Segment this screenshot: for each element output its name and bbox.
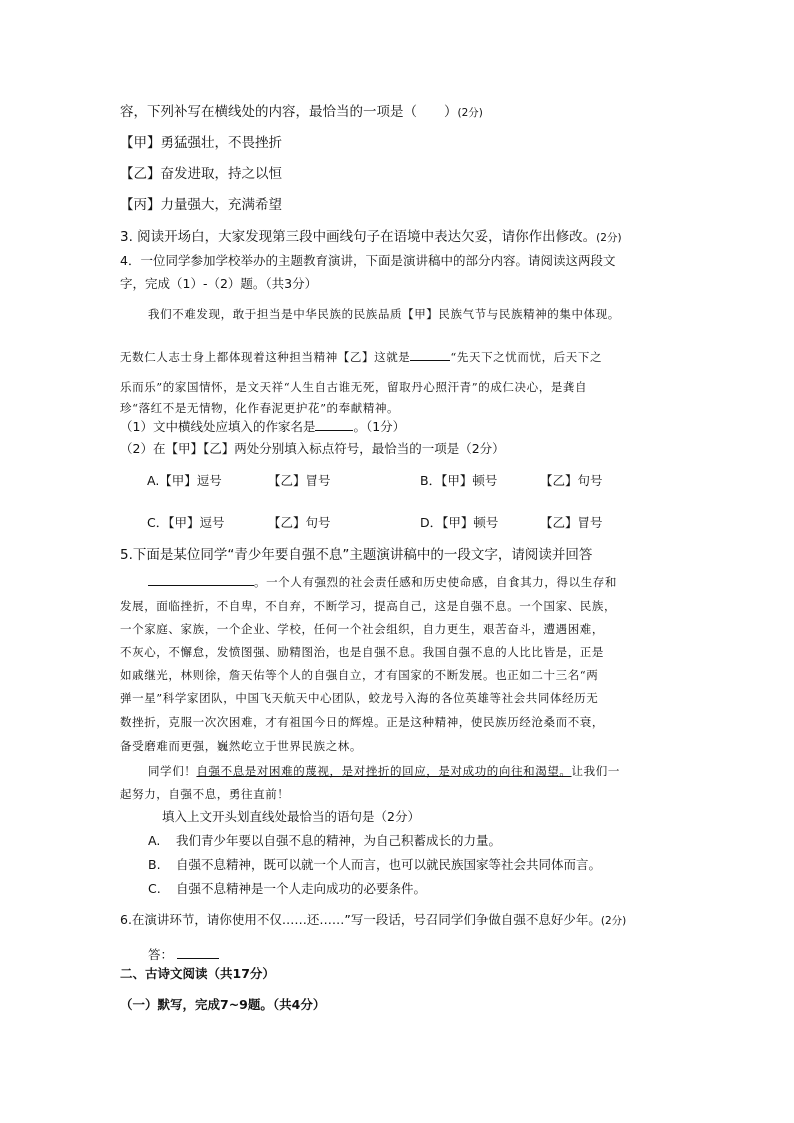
q4-option-b-2: 【乙】句号 (540, 473, 603, 488)
q5-passage-line7: 数挫折，克服一次次困难，才有祖国今日的辉煌。正是这种精神，使民族历经沧桑而不衰， (120, 715, 604, 729)
q6-answer (148, 945, 219, 964)
section2-subtitle: （一）默写，完成7~9题。（共4分） (120, 997, 326, 1012)
q4-option-d-2: 【乙】冒号 (540, 515, 603, 530)
q6 (120, 911, 626, 930)
section2-title: 二、古诗文阅读（共17分） (120, 966, 275, 981)
q5-p2-a: 同学们！ (148, 764, 197, 778)
q5-passage-line1 (148, 572, 617, 591)
q4-option-d-1: D．【甲】顿号 (420, 515, 499, 530)
q5-option-c-label: C. (148, 881, 161, 896)
q2-stem-text: 容，下列补写在横线处的内容，最恰当的一项是（ ） (120, 104, 458, 120)
q4-option-a-2: 【乙】冒号 (268, 473, 331, 488)
q4-sub1-b: 。（1分） (353, 419, 406, 434)
q4-sub1-blank[interactable] (315, 417, 353, 431)
q5-lead-blank[interactable] (148, 572, 254, 586)
q5-question: 填入上文开头划直线处最恰当的语句是（2分） (162, 809, 420, 824)
q4-passage-line1: 我们不难发现，敢于担当是中华民族的民族品质【甲】民族气节与民族精神的集中体现。 (148, 307, 620, 321)
q4-passage-line4: 珍“落红不是无情物，化作春泥更护花”的奉献精神。 (120, 401, 400, 415)
q6-answer-blank[interactable] (177, 945, 219, 959)
q4-option-b-1: B．【甲】顿号 (420, 473, 498, 488)
q4-option-c-2: 【乙】句号 (268, 515, 331, 530)
q4-line2: 字，完成（1）-（2）题。（共3分） (120, 276, 318, 291)
q5-paragraph2-line1 (148, 762, 620, 780)
q4-sub2: （2）在【甲】【乙】两处分别填入标点符号，最恰当的一项是（2分） (120, 441, 505, 456)
q2-option-yi: 【乙】奋发进取，持之以恒 (120, 166, 282, 182)
q5-passage-line1-text: 。一个人有强烈的社会责任感和历史使命感，自食其力，得以生存和 (254, 575, 617, 589)
q5-p2-b: 让我们一 (571, 764, 620, 778)
q4-passage-line3: 乐而乐”的家国情怀，是文天祥“人生自古谁无死，留取丹心照汗青”的成仁决心，是龚自 (120, 380, 588, 394)
q5-option-a-text: 我们青少年要以自强不息的精神，为自己积蓄成长的力量。 (176, 833, 502, 848)
q4-passage-line2a: 无数仁人志士身上都体现着这种担当精神【乙】这就是 (120, 350, 411, 364)
q3-score: (2分) (596, 232, 622, 244)
q3-text: 3. 阅读开场白，大家发现第三段中画线句子在语境中表达欠妥，请你作出修改。 (120, 229, 597, 245)
q4-sub1-a: （1）文中横线处应填入的作家名是 (120, 419, 316, 434)
q5-passage-line4: 不灰心，不懈怠，发愤图强、励精图治，也是自强不息。我国自强不息的人比比皆是，正是 (120, 645, 604, 659)
q6-score: (2分) (600, 915, 627, 927)
q5-underlined-sentence: 自强不息是对困难的蔑视，是对挫折的回应，是对成功的向往和渴望。 (196, 764, 572, 778)
q5-option-a-label: A. (148, 833, 161, 848)
q6-text: 6.在演讲环节，请你使用不仅……还……”写一段话，号召同学们争做自强不息好少年。 (120, 912, 601, 927)
q3 (120, 228, 622, 247)
q4-option-a-1: A.【甲】逗号 (147, 473, 222, 488)
q5-passage-line5: 如戚继光，林则徐，詹天佑等个人的自强自立，才有国家的不断发展。也正如二十三名“两 (120, 668, 599, 682)
q4-sub1 (120, 417, 405, 436)
q5-option-c-text: 自强不息精神是一个人走向成功的必要条件。 (176, 881, 427, 896)
q4-author-blank[interactable] (410, 347, 450, 361)
q2-score: (2分) (457, 107, 483, 119)
q2-stem (120, 103, 483, 122)
q5-passage-line3: 一个家庭、家族，一个企业、学校，任何一个社会组织，自力更生，艰苦奋斗，遭遇困难， (120, 622, 604, 636)
q5-title: 5.下面是某位同学“青少年要自强不息”主题演讲稿中的一段文字，请阅读并回答 (120, 547, 593, 563)
q4-passage-line2 (120, 347, 602, 366)
q4-line1: 4．一位同学参加学校举办的主题教育演讲，下面是演讲稿中的部分内容。请阅读这两段文 (120, 253, 616, 268)
q5-option-b-text: 自强不息精神，既可以就一个人而言，也可以就民族国家等社会共同体而言。 (176, 857, 602, 872)
q5-passage-line2: 发展，面临挫折，不自卑，不自弃，不断学习，提高自己，这是自强不息。一个国家、民族， (120, 599, 617, 613)
q5-passage-line8: 备受磨难而更强，巍然屹立于世界民族之林。 (120, 739, 362, 753)
q5-passage-line6: 弹一星”科学家团队，中国飞天航天中心团队，蛟龙号入海的各位英雄等社会共同体经历无 (120, 691, 599, 705)
q4-option-c-1: C．【甲】逗号 (147, 515, 225, 530)
q5-option-b-label: B. (148, 857, 161, 872)
q2-option-bing: 【丙】力量强大，充满希望 (120, 197, 282, 213)
q6-answer-label: 答： (148, 947, 174, 962)
q2-option-jia: 【甲】勇猛强壮，不畏挫折 (120, 135, 282, 151)
q5-paragraph2-line2: 起努力，自强不息，勇往直前！ (120, 787, 290, 801)
q4-passage-line2b: “先天下之忧而忧，后天下之 (450, 350, 603, 364)
